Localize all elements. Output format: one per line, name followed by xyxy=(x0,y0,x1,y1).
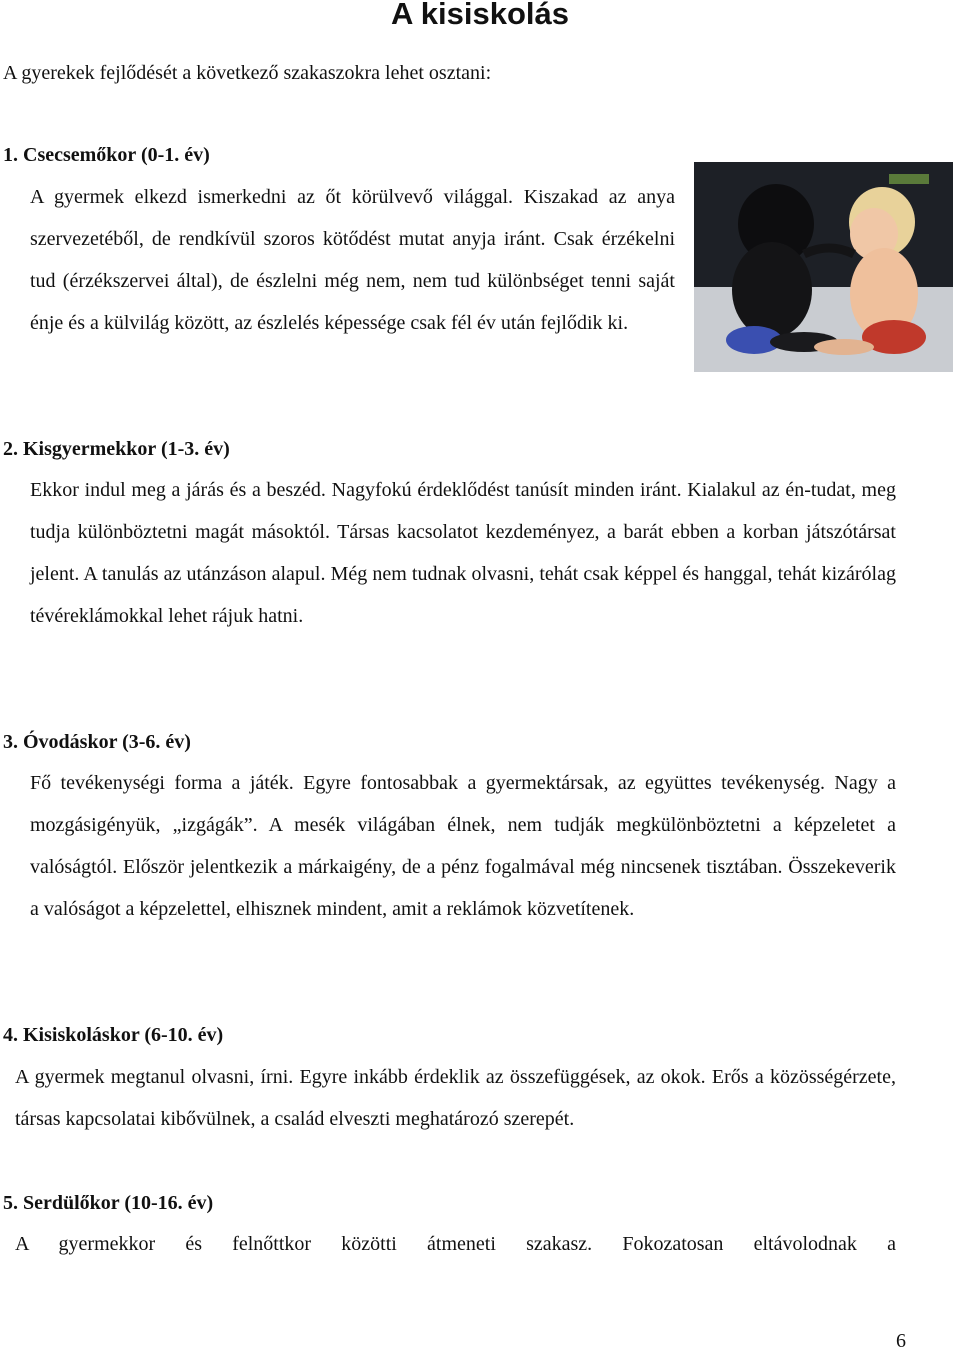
section-5-heading: 5. Serdülőkor (10-16. év) xyxy=(3,1192,214,1214)
section-1-text: A gyermek elkezd ismerkedni az őt körülvevő világgal. Kiszakad az anya szervezetéből, de rendkívül szoros kötődést mutat anyja iránt. Csak érzékelni tud (érzékszervei által), de észlelni még nem, nem tud különbséget tenni saját énje és a külvilág között, az észlelés képessége csak fél év után fejlődik ki. xyxy=(30,186,675,334)
section-4-heading: 4. Kisiskoláskor (6-10. év) xyxy=(3,1024,224,1046)
section-3-text: Fő tevékenységi forma a játék. Egyre fontosabbak a gyermektársak, az együttes tevékenység. Nagy a mozgásigényük, „izgágák”. A mesék világában élnek, nem tudják megkülönböztetni a képzeletet a valóságtól. Először jelentkezik a márkaigény, de a pénz fogalmával még nincsenek tisztában. Összekeverik a valóságot a képzelettel, elhisznek mindent, amit a reklámok közvetítenek. xyxy=(30,772,896,920)
section-4-text: A gyermek megtanul olvasni, írni. Egyre inkább érdeklik az összefüggések, az okok. Erős a közösségérzete, társas kapcsolatai kibővülnek, a család elveszti meghatározó szerepét. xyxy=(15,1066,896,1130)
toddlers-illustration xyxy=(694,162,953,372)
two-toddlers-photo xyxy=(694,162,953,372)
section-1-heading: 1. Csecsemőkor (0-1. év) xyxy=(3,144,210,166)
section-2-heading: 2. Kisgyermekkor (1-3. év) xyxy=(3,438,230,460)
section-2-text: Ekkor indul meg a járás és a beszéd. Nagyfokú érdeklődést tanúsít minden iránt. Kialakul az én-tudat, meg tudja különböztetni magát másoktól. Társas kacsolatot kezdeményez, a barát ebben a korban játszótársat jelent. A tanulás az utánzáson alapul. Még nem tudnak olvasni, tehát csak képpel és hanggal, tehát kizárólag tévéreklámokkal lehet rájuk hatni. xyxy=(30,479,896,627)
page-number: 6 xyxy=(896,1330,906,1352)
section-3-heading: 3. Óvodáskor (3-6. év) xyxy=(3,731,191,753)
page-title: A kisiskolás xyxy=(390,0,570,31)
intro-text: A gyerekek fejlődését a következő szakaszokra lehet osztani: xyxy=(3,62,492,84)
section-5-text: A gyermekkor és felnőttkor közötti átmeneti szakasz. Fokozatosan eltávolodnak a xyxy=(15,1233,896,1255)
